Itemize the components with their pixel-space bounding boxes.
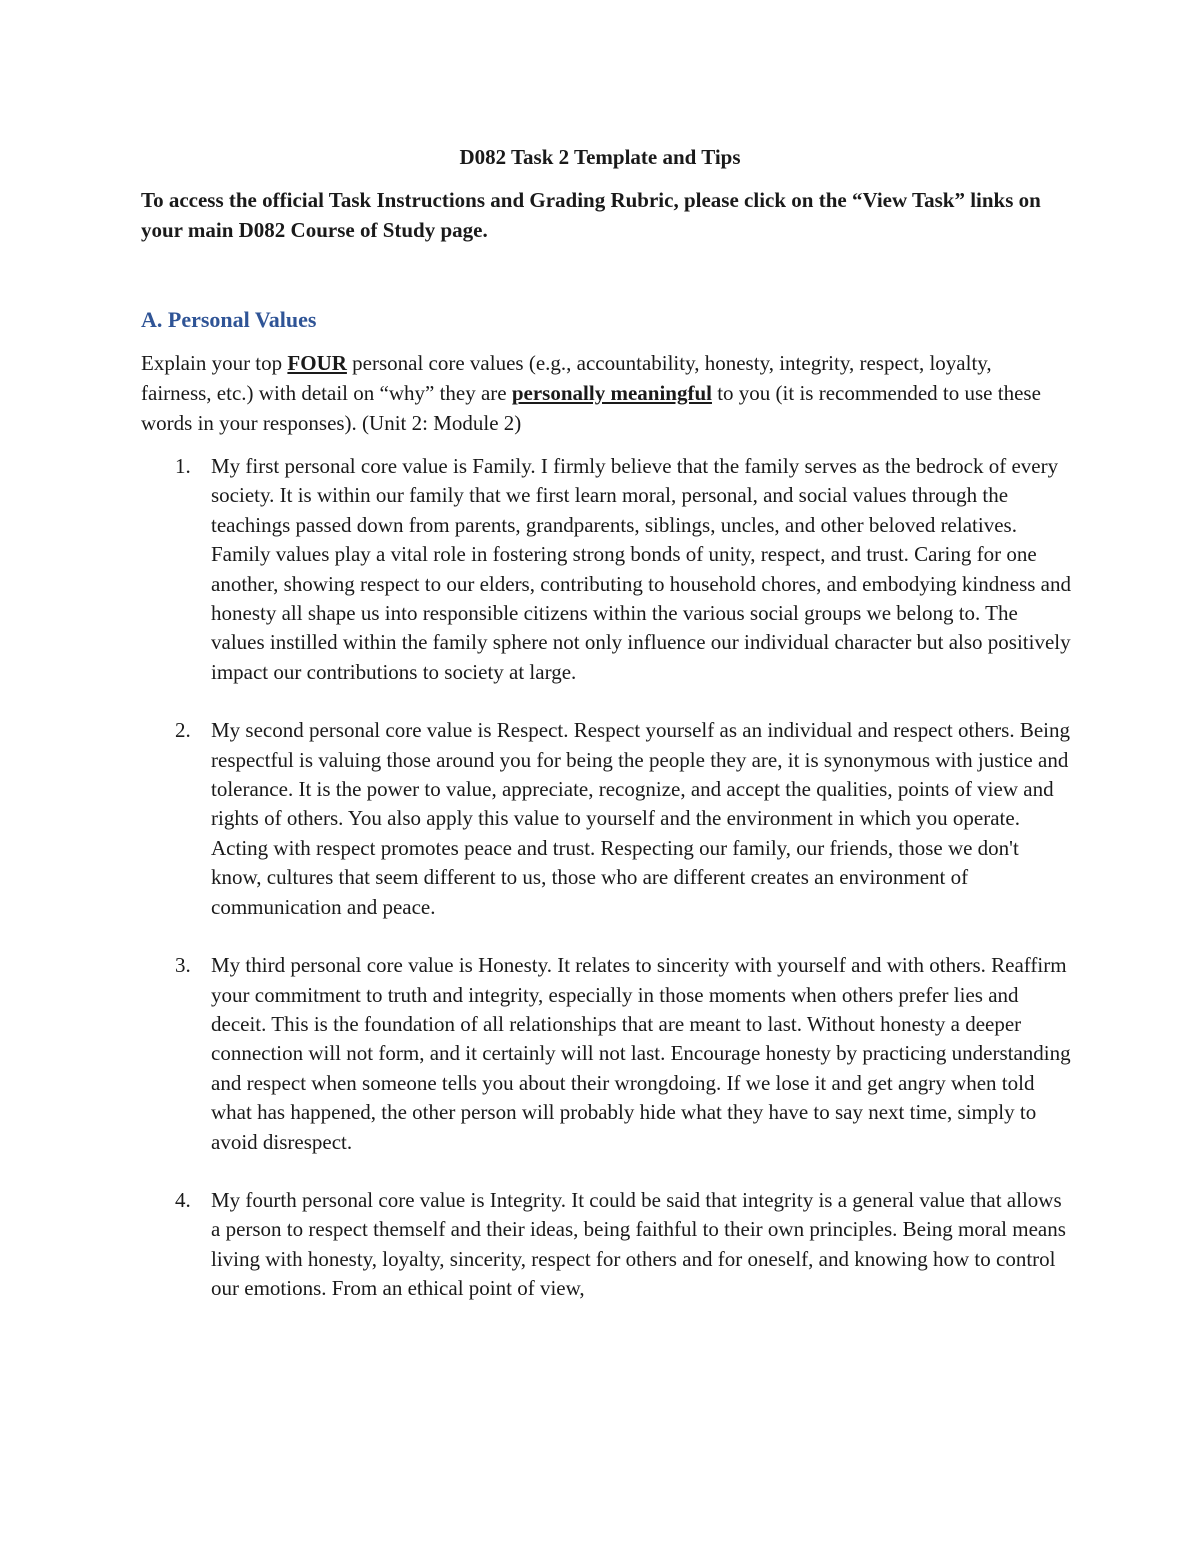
list-item: [141, 1186, 1071, 1304]
prompt-text-part: Explain your top: [141, 351, 288, 375]
prompt-emphasis-four: FOUR: [287, 351, 347, 375]
list-item: [141, 452, 1071, 687]
document-title: D082 Task 2 Template and Tips: [459, 145, 741, 169]
list-item-text: My fourth personal core value is Integrity. It could be said that integrity is a general value that allows a person to respect themself and their ideas, being faithful to their own principles. Being moral means living with honesty, loyalty, sincerity, respect for others and for oneself, and knowing how to control our emotions. From an ethical point of view,: [211, 1187, 1066, 1301]
list-item-text: My first personal core value is Family. I firmly believe that the family serves as the bedrock of every society. It is within our family that we first learn moral, personal, and social values through the teachings passed down from parents, grandparents, siblings, uncles, and other beloved relatives. Family values play a vital role in fostering strong bonds of unity, respect, and trust. Caring for one another, showing respect to our elders, contributing to household chores, and embodying kindness and honesty all shape us into responsible citizens within the various social groups we belong to. The values instilled within the family sphere not only influence our individual character but also positively impact our contributions to society at large.: [211, 454, 1071, 684]
list-item-text: My second personal core value is Respect. Respect yourself as an individual and respect others. Being respectful is valuing those around you for being the people they are, it is synonymous with justice and tolerance. It is the power to value, appreciate, recognize, and accept the qualities, points of view and rights of others. You also apply this value to yourself and the environment in which you operate. Acting with respect promotes peace and trust. Respecting our family, our friends, those we don't know, cultures that seem different to us, those who are different creates an environment of communication and peace.: [211, 718, 1071, 919]
list-item-number: 2.: [175, 718, 191, 743]
list-item: [141, 716, 1071, 922]
answer-list: [141, 452, 1071, 1333]
list-item-number: 3.: [175, 953, 191, 978]
section-heading: A. Personal Values: [141, 307, 317, 332]
list-item-number: 1.: [175, 454, 191, 478]
prompt-text-part: personal core values (e.g., accountability, honesty, integrity, respect, loyalty, fairness, etc.) with detail on “why” they are: [141, 351, 992, 405]
list-item: [141, 951, 1071, 1157]
prompt-emphasis-meaningful: personally meaningful: [511, 381, 712, 405]
list-item-text: My third personal core value is Honesty. It relates to sincerity with yourself and with others. Reaffirm your commitment to truth and integrity, especially in those moments when others prefer lies and deceit. This is the foundation of all relationships that are meant to last. Without honesty a deeper connection will not form, and it certainly will not last. Encourage honesty by practicing understanding and respect when someone tells you about their wrongdoing. If we lose it and get angry when told what has happened, the other person will probably hide what they have to say next time, simply to avoid disrespect.: [211, 953, 1071, 1154]
intro-paragraph: To access the official Task Instructions and Grading Rubric, please click on the “View Task” links on your main D082 Course of Study page.: [141, 188, 1041, 242]
prompt-paragraph: [141, 348, 1056, 438]
prompt-text-part: to you (it is recommended to use these words in your responses). (Unit 2: Module 2): [141, 381, 1041, 435]
list-item-number: 4.: [175, 1187, 191, 1212]
